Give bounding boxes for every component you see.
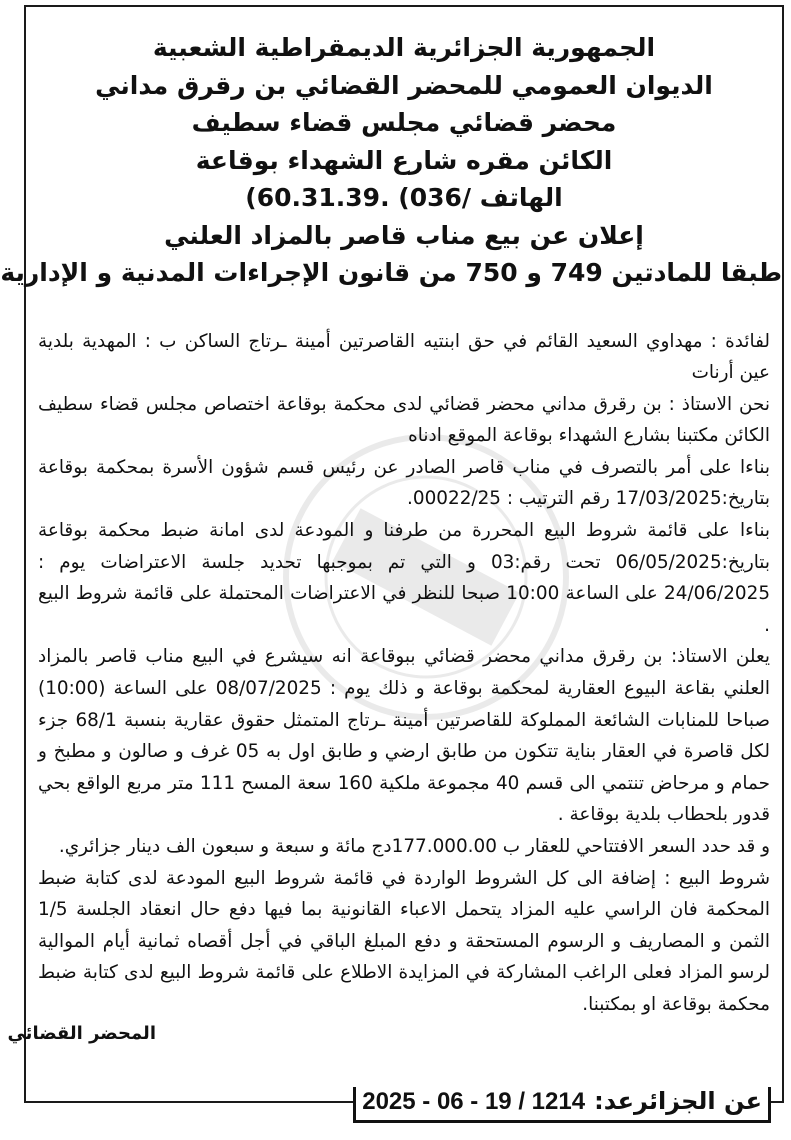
office-heading: الديوان العمومي للمحضر القضائي بن رقرق مداني	[95, 70, 713, 100]
announcement-header	[0, 7, 782, 292]
publication-number: 2025 - 06 - 19 / 1214	[362, 1088, 586, 1115]
opening-price-paragraph: و قد حدد السعر الافتتاحي للعقار ب 177.000.00دج مائة و سبعة و سبعون الف دينار جزائري.	[58, 836, 770, 857]
publication-reference	[353, 1087, 771, 1123]
bailiff-paragraph: نحن الاستاذ : بن رقرق مداني محضر قضائي لدى محكمة بوقاعة اختصاص مجلس قضاء سطيف الكائن مكتبنا بشارع الشهداء بوقاعة الموقع ادناه	[38, 393, 770, 447]
beneficiary-paragraph: لفائدة : مهداوي السعيد القائم في حق ابنتيه القاصرتين أمينة ـرتاج الساكن ب : المهدية بلدية عين أرنات	[38, 330, 770, 384]
conditions-list-paragraph: بناءا على قائمة شروط البيع المحررة من طرفنا و المودعة لدى امانة ضبط محكمة بوقاعة بتاريخ:06/05/2025 تحت رقم:03 و التي تم بموجبها تحديد جلسة الاعتراضات يوم : 24/06/2025 على الساعة 10:00 صبحا للنظر في الاعتراضات المحتملة على قائمة شروط البيع .	[38, 520, 771, 636]
sale-conditions-paragraph: شروط البيع : إضافة الى كل الشروط الواردة في قائمة شروط البيع المودعة لدى كتابة ضبط المحكمة فان الراسي عليه المزاد يتحمل الاعباء القانونية بما فيها دفع حال انعقاد الجلسة 1/5 الثمن و المصاريف و الرسوم المستحقة و دفع المبلغ الباقي في أجل أقصاه ثمانية أيام الموالية لرسو المزاد فعلى الراغب المشاركة في المزايدة الاطلاع على قائمة شروط البيع لدى كتابة ضبط محكمة بوقاعة او بمكتبنا.	[38, 867, 770, 1015]
legal-basis-heading: طبقا للمادتين 749 و 750 من قانون الإجراءات المدنية و الإدارية	[0, 258, 782, 287]
signature: المحضر القضائي	[7, 1022, 156, 1044]
sale-announcement-paragraph: يعلن الاستاذ: بن رقرق مداني محضر قضائي ببوقاعة انه سيشرع في البيع مناب قاصر بالمزاد العلني بقاعة البيوع العقارية لمحكمة بوقاعة و ذلك يوم : 08/07/2025 على الساعة (10:00) صباحا للمنابات الشائعة المملوكة للقاصرتين أمينة ـرتاج المتمثل حقوق عقارية بنسبة 68/1 جزء لكل قاصرة في العقار بناية تتكون من طابق ارضي و طابق اول به 05 غرف و صالون و مطبخ و حمام و مرحاض تنتمي الى قسم 40 مجموعة ملكية 160 سعة المسح 111 متر مربع الواقع بحي قدور بلحطاب بلدية بوقاعة .	[38, 646, 770, 826]
court-order-paragraph: بناءا على أمر بالتصرف في مناب قاصر الصادر عن رئيس قسم شؤون الأسرة بمحكمة بوقاعة بتاريخ:17/03/2025 رقم الترتيب : 00022/25.	[38, 456, 770, 510]
announcement-title: إعلان عن بيع مناب قاصر بالمزاد العلني	[164, 220, 644, 250]
publication-label: عن الجزائرعد:	[594, 1087, 762, 1115]
announcement-body	[7, 292, 782, 1044]
republic-heading: الجمهورية الجزائرية الديمقراطية الشعبية	[152, 33, 656, 62]
address-heading: الكائن مقره شارع الشهداء بوقاعة	[195, 145, 613, 175]
announcement-frame	[0, 5, 784, 1103]
phone-heading: الهاتف /036) .60.31.39)	[245, 183, 563, 212]
bailiff-heading: محضر قضائي مجلس قضاء سطيف	[191, 108, 617, 137]
